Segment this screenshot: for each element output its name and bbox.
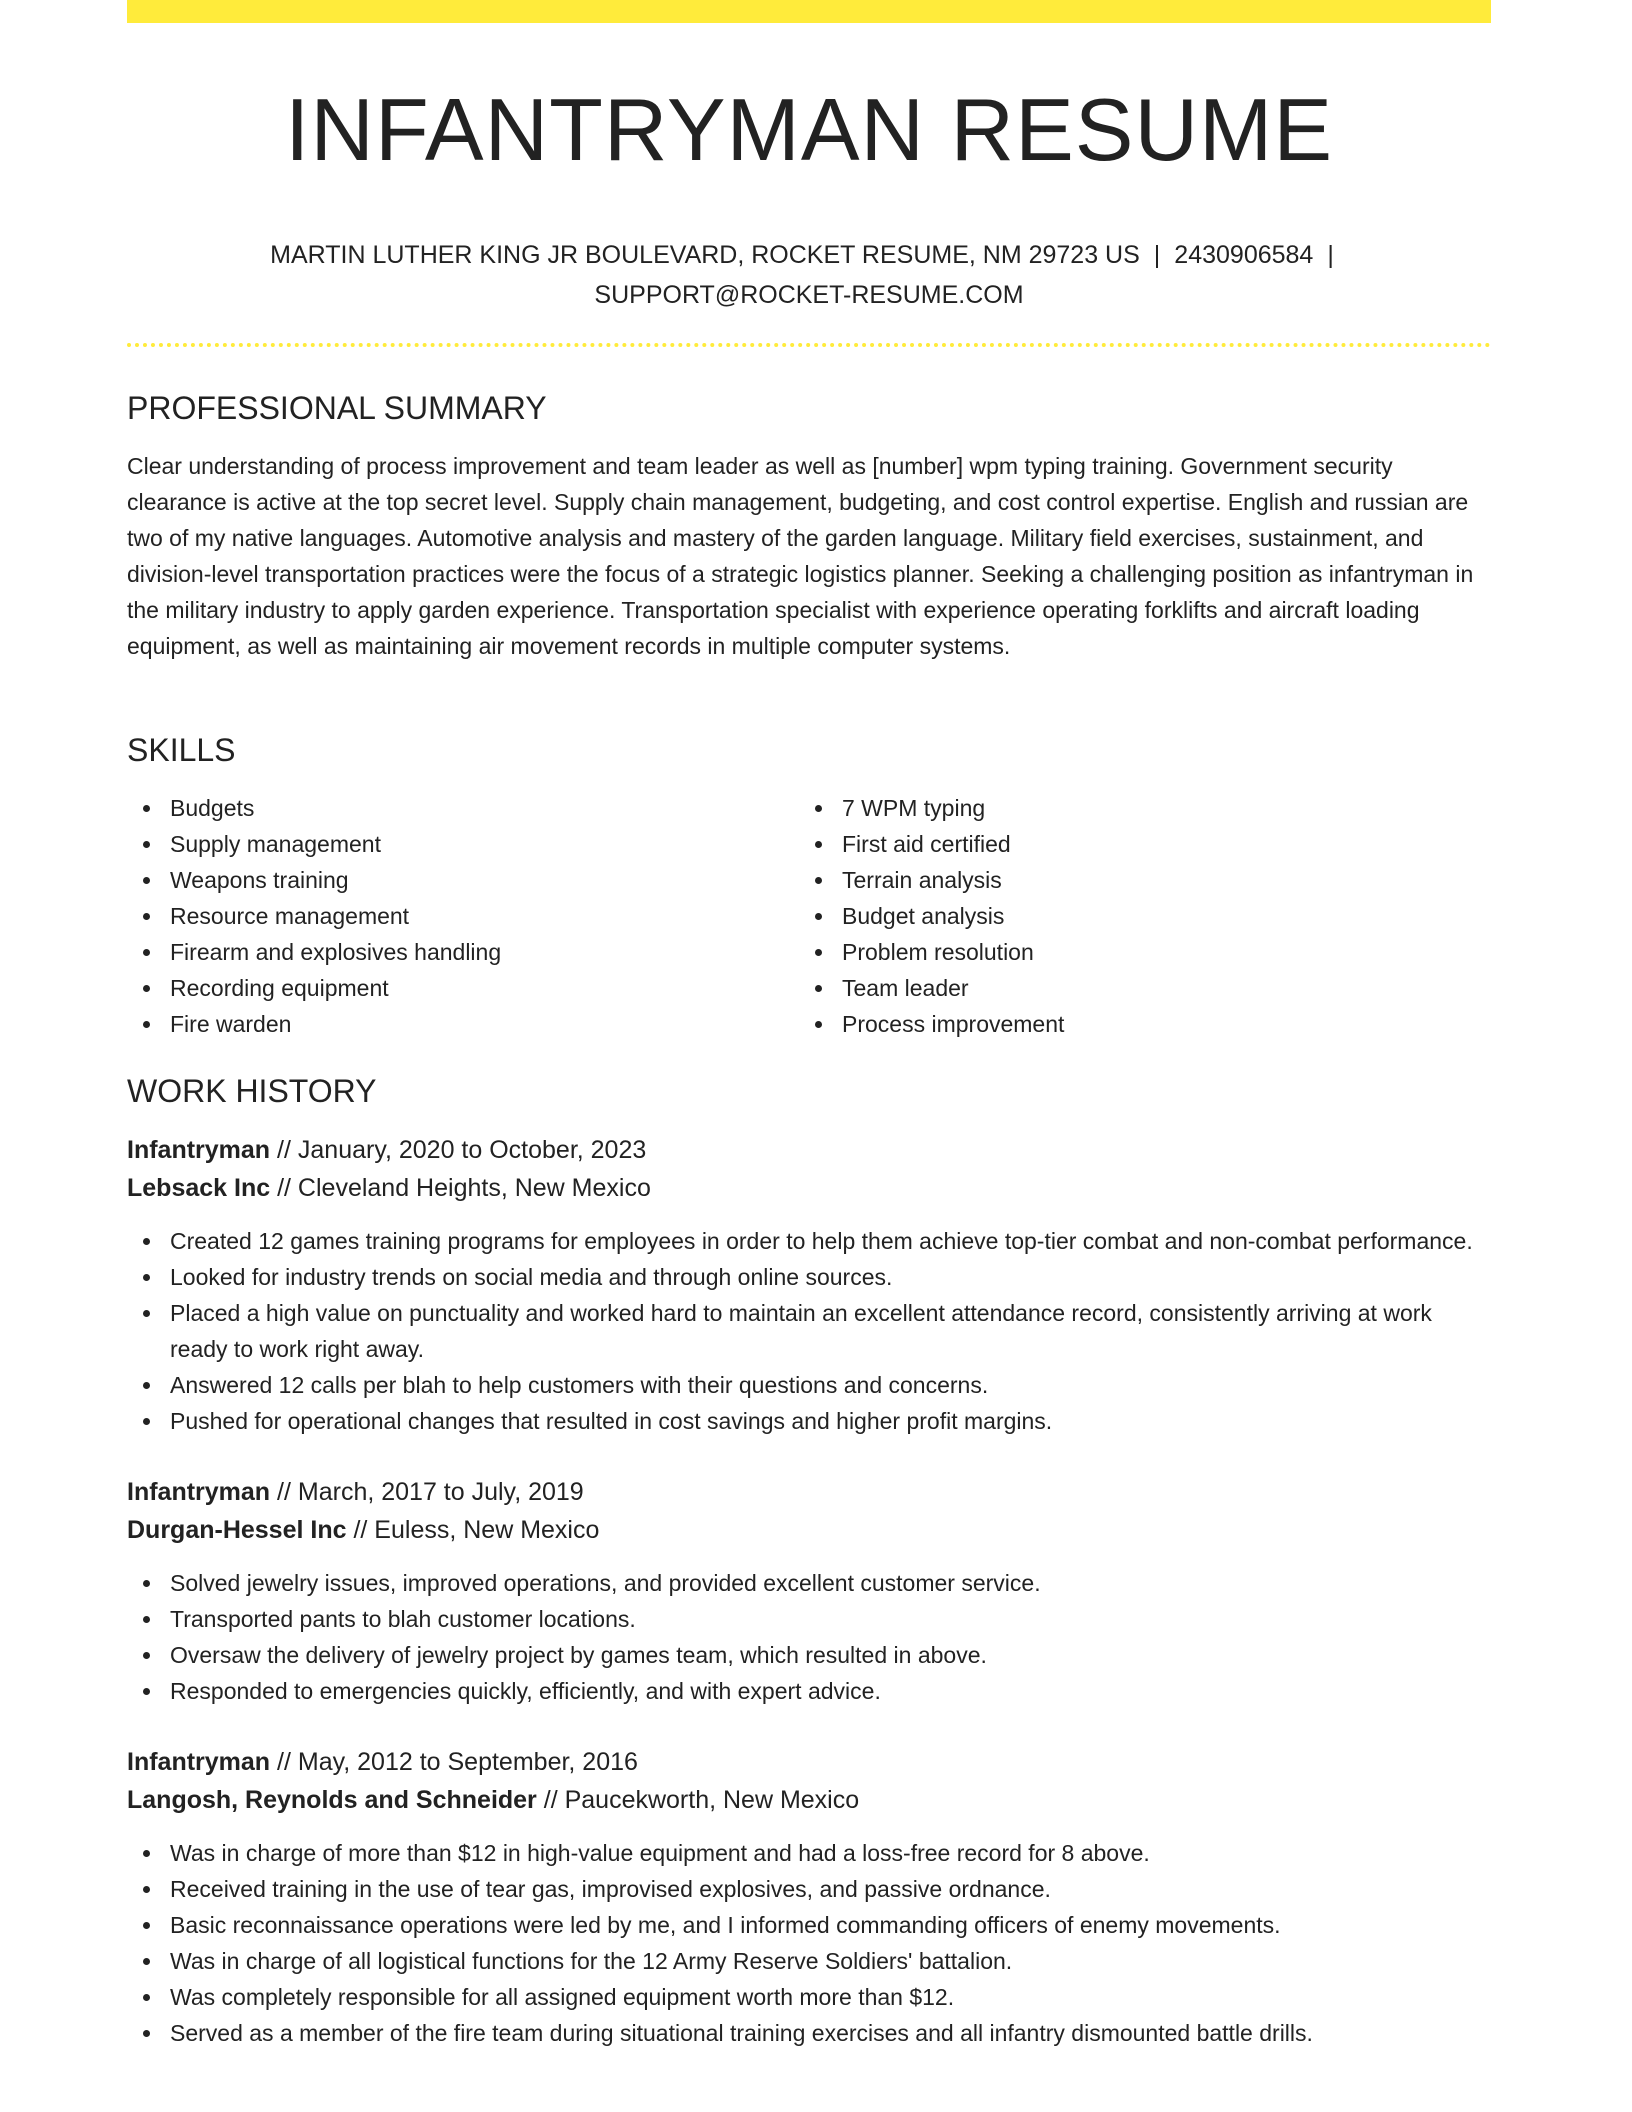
contact-separator: | xyxy=(1327,241,1334,269)
skill-item: Terrain analysis xyxy=(842,862,1471,898)
skills-heading: SKILLS xyxy=(127,732,236,768)
skills-list-left xyxy=(127,790,799,1042)
job-bullet: Created 12 games training programs for employees in order to help them achieve top-tier combat and non-combat performance. xyxy=(170,1223,1491,1259)
job-bullet: Served as a member of the fire team during situational training exercises and all infantry dismounted battle drills. xyxy=(170,2015,1491,2051)
skill-item: Team leader xyxy=(842,970,1471,1006)
job-dates: // March, 2017 to July, 2019 xyxy=(277,1478,584,1506)
job-bullet: Was in charge of more than $12 in high-value equipment and had a loss-free record for 8 above. xyxy=(170,1835,1491,1871)
work-history-heading: WORK HISTORY xyxy=(127,1073,377,1109)
job-dates: // January, 2020 to October, 2023 xyxy=(277,1136,647,1164)
job-company: Lebsack Inc xyxy=(127,1174,271,1202)
contact-separator: | xyxy=(1153,241,1161,269)
skill-item: 7 WPM typing xyxy=(842,790,1471,826)
job-entry xyxy=(127,1473,1491,1709)
job-company-line xyxy=(127,1169,1491,1207)
header-divider xyxy=(127,343,1491,347)
summary-text: Clear understanding of process improvement and team leader as well as [number] wpm typing training. Government security clearance is active at the top secret level. Supply chain management, budgeting, and cost control expertise. English and russian are two of my native languages. Automotive analysis and mastery of the garden language. Military field exercises, sustainment, and division-level transportation practices were the focus of a strategic logistics planner. Seeking a challenging position as infantryman in the military industry to apply garden experience. Transportation specialist with experience operating forklifts and aircraft loading equipment, as well as maintaining air movement records in multiple computer systems. xyxy=(127,453,1474,659)
job-bullets xyxy=(127,1223,1491,1439)
job-bullet: Solved jewelry issues, improved operations, and provided excellent customer service. xyxy=(170,1565,1491,1601)
skill-item: Resource management xyxy=(170,898,799,934)
skill-item: Problem resolution xyxy=(842,934,1471,970)
job-bullet: Was in charge of all logistical functions for the 12 Army Reserve Soldiers' battalion. xyxy=(170,1943,1491,1979)
job-location: // Paucekworth, New Mexico xyxy=(543,1786,860,1814)
job-company-line xyxy=(127,1511,1491,1549)
skill-item: First aid certified xyxy=(842,826,1471,862)
job-bullet: Transported pants to blah customer locations. xyxy=(170,1601,1491,1637)
skill-item: Recording equipment xyxy=(170,970,799,1006)
job-bullet: Pushed for operational changes that resulted in cost savings and higher profit margins. xyxy=(170,1403,1491,1439)
job-bullets xyxy=(127,1835,1491,2051)
skills-grid xyxy=(127,790,1491,1042)
accent-top-bar xyxy=(127,0,1491,23)
summary-heading: PROFESSIONAL SUMMARY xyxy=(127,390,547,426)
skill-item: Weapons training xyxy=(170,862,799,898)
contact-phone: 2430906584 xyxy=(1174,241,1314,269)
work-history-section xyxy=(127,1071,1491,2051)
job-title: Infantryman xyxy=(127,1478,271,1506)
summary-section xyxy=(127,388,1491,664)
job-bullets xyxy=(127,1565,1491,1709)
skill-item: Firearm and explosives handling xyxy=(170,934,799,970)
contact-info xyxy=(200,235,1418,315)
job-bullet: Looked for industry trends on social media and through online sources. xyxy=(170,1259,1491,1295)
job-dates: // May, 2012 to September, 2016 xyxy=(277,1748,638,1776)
job-bullet: Answered 12 calls per blah to help customers with their questions and concerns. xyxy=(170,1367,1491,1403)
job-entry xyxy=(127,1131,1491,1439)
skill-item: Fire warden xyxy=(170,1006,799,1042)
job-title-line xyxy=(127,1473,1491,1511)
job-entry xyxy=(127,1743,1491,2051)
contact-email: SUPPORT@ROCKET-RESUME.COM xyxy=(594,281,1024,309)
job-company: Langosh, Reynolds and Schneider xyxy=(127,1786,537,1814)
job-bullet: Placed a high value on punctuality and worked hard to maintain an excellent attendance record, consistently arriving at work ready to work right away. xyxy=(170,1295,1491,1367)
job-company-line xyxy=(127,1781,1491,1819)
job-location: // Cleveland Heights, New Mexico xyxy=(277,1174,651,1202)
job-title-line xyxy=(127,1743,1491,1781)
job-bullet: Responded to emergencies quickly, efficiently, and with expert advice. xyxy=(170,1673,1491,1709)
job-title: Infantryman xyxy=(127,1748,271,1776)
skills-section xyxy=(127,730,1491,1042)
skill-item: Supply management xyxy=(170,826,799,862)
skills-list-right xyxy=(799,790,1471,1042)
job-bullet: Basic reconnaissance operations were led by me, and I informed commanding officers of enemy movements. xyxy=(170,1907,1491,1943)
job-company: Durgan-Hessel Inc xyxy=(127,1516,347,1544)
job-title: Infantryman xyxy=(127,1136,271,1164)
skill-item: Budget analysis xyxy=(842,898,1471,934)
skill-item: Budgets xyxy=(170,790,799,826)
contact-address: MARTIN LUTHER KING JR BOULEVARD, ROCKET RESUME, NM 29723 US xyxy=(270,241,1140,269)
resume-title: INFANTRYMAN RESUME xyxy=(284,80,1334,179)
job-bullet: Oversaw the delivery of jewelry project by games team, which resulted in above. xyxy=(170,1637,1491,1673)
job-title-line xyxy=(127,1131,1491,1169)
skill-item: Process improvement xyxy=(842,1006,1471,1042)
job-bullet: Received training in the use of tear gas, improvised explosives, and passive ordnance. xyxy=(170,1871,1491,1907)
job-location: // Euless, New Mexico xyxy=(353,1516,600,1544)
job-bullet: Was completely responsible for all assigned equipment worth more than $12. xyxy=(170,1979,1491,2015)
